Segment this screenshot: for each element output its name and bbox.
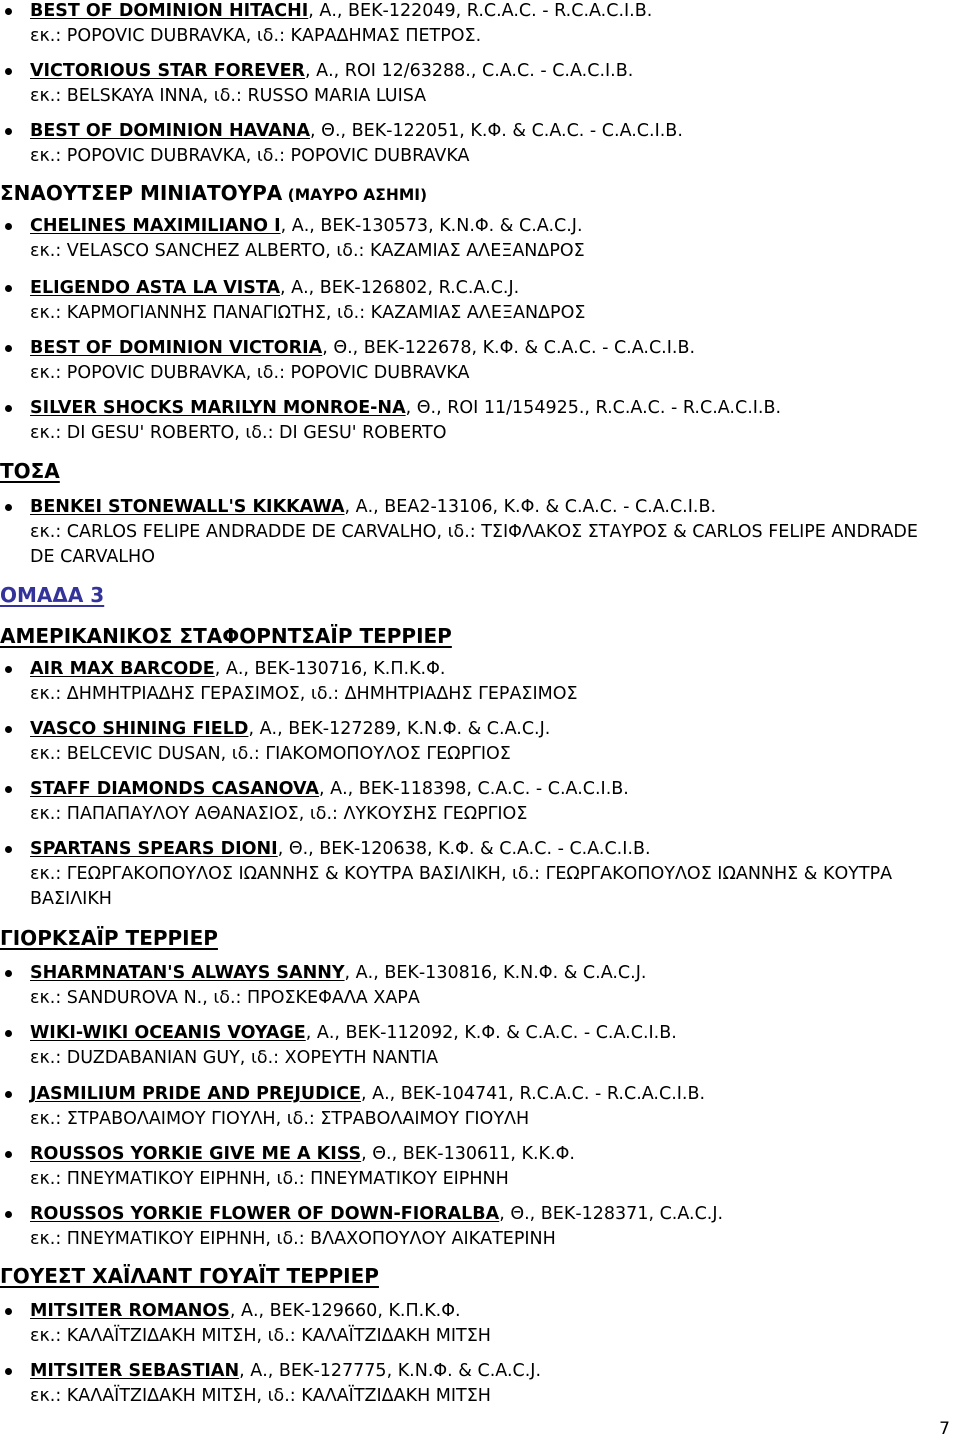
breeder-owner-line: εκ.: SANDUROVA N., ιδ.: ΠΡΟΣΚΕΦΑΛΑ ΧΑΡΑ bbox=[30, 988, 420, 1008]
dog-details: , Α., ΒΕΚ-118398, C.A.C. - C.A.C.I.B. bbox=[318, 779, 629, 799]
dog-details: , Α., ΒΕΚ-130573, Κ.Ν.Φ. & C.A.C.J. bbox=[280, 216, 583, 236]
dog-name: JASMILIUM PRIDE AND PREJUDICE bbox=[30, 1084, 361, 1104]
dog-details: , Θ., ΒΕΚ-128371, C.A.C.J. bbox=[499, 1204, 724, 1224]
dog-name: BEST OF DOMINION HAVANA bbox=[30, 121, 311, 141]
dog-details: , Α., ΒΕΑ2-13106, Κ.Φ. & C.A.C. - C.A.C.I.B. bbox=[344, 497, 717, 517]
breed-heading-text: ΣΝΑΟΥΤΣΕΡ ΜΙΝΙΑΤΟΥΡΑ bbox=[0, 181, 283, 205]
bullet-icon bbox=[5, 285, 12, 292]
breeder-owner-line: εκ.: ΚΑΡΜΟΓΙΑΝΝΗΣ ΠΑΝΑΓΙΩΤΗΣ, ιδ.: ΚΑΖΑΜΙΑΣ ΑΛΕΞΑΝΔΡΟΣ bbox=[30, 303, 586, 323]
entry-title-line bbox=[30, 0, 652, 22]
breeder-owner-line: εκ.: DUZDABANIAN GUY, ιδ.: ΧΟΡΕΥΤΗ ΝΑΝΤΙΑ bbox=[30, 1048, 439, 1068]
entry-title-line bbox=[30, 1143, 575, 1165]
breeder-owner-line: εκ.: ΚΑΛΑΪΤΖΙΔΑΚΗ ΜΙΤΣΗ, ιδ.: ΚΑΛΑΪΤΖΙΔΑΚΗ ΜΙΤΣΗ bbox=[30, 1386, 491, 1406]
dog-name: STAFF DIAMONDS CASANOVA bbox=[30, 779, 319, 799]
dog-details: , Α., ΒΕΚ-130716, Κ.Π.Κ.Φ. bbox=[214, 659, 446, 679]
entry-title-line bbox=[30, 658, 445, 680]
dog-details: , Α., ΒΕΚ-130816, Κ.Ν.Φ. & C.A.C.J. bbox=[344, 963, 647, 983]
entry-title-line bbox=[30, 120, 683, 142]
breeder-owner-line: εκ.: POPOVIC DUBRAVKA, ιδ.: POPOVIC DUBRAVKA bbox=[30, 363, 470, 383]
bullet-icon bbox=[5, 1030, 12, 1037]
entry-title-line bbox=[30, 1300, 461, 1322]
breeder-owner-line: εκ.: ΣΤΡΑΒΟΛΑΙΜΟΥ ΓΙΟΥΛΗ, ιδ.: ΣΤΡΑΒΟΛΑΙΜΟΥ ΓΙΟΥΛΗ bbox=[30, 1109, 530, 1129]
dog-name: SHARMNATAN'S ALWAYS SANNY bbox=[30, 963, 345, 983]
bullet-icon bbox=[5, 846, 12, 853]
breed-heading-variety: (ΜΑΥΡΟ ΑΣΗΜΙ) bbox=[282, 186, 428, 204]
breed-heading-text: ΓΙΟΡΚΣΑΪΡ ΤΕΡΡΙΕΡ bbox=[0, 926, 218, 950]
bullet-icon bbox=[5, 1091, 12, 1098]
dog-name: SILVER SHOCKS MARILYN MONROE-NA bbox=[30, 398, 406, 418]
dog-details: , Θ., ΒΕΚ-122678, Κ.Φ. & C.A.C. - C.A.C.I.B. bbox=[322, 338, 696, 358]
breeder-owner-line-continued: DE CARVALHO bbox=[30, 547, 155, 567]
bullet-icon bbox=[5, 1151, 12, 1158]
dog-name: VICTORIOUS STAR FOREVER bbox=[30, 61, 306, 81]
dog-details: , Α., ΒΕΚ-122049, R.C.A.C. - R.C.A.C.I.B. bbox=[308, 1, 653, 21]
entry-title-line bbox=[30, 60, 633, 82]
dog-name: BEST OF DOMINION HITACHI bbox=[30, 1, 309, 21]
dog-details: , Α., ΒΕΚ-127289, Κ.Ν.Φ. & C.A.C.J. bbox=[248, 719, 551, 739]
bullet-icon bbox=[5, 1368, 12, 1375]
breed-heading bbox=[0, 925, 218, 951]
entry-title-line bbox=[30, 1083, 705, 1105]
dog-name: SPARTANS SPEARS DIONI bbox=[30, 839, 278, 859]
bullet-icon bbox=[5, 128, 12, 135]
bullet-icon bbox=[5, 666, 12, 673]
dog-details: , Α., ΒΕΚ-126802, R.C.A.C.J. bbox=[280, 278, 520, 298]
bullet-icon bbox=[5, 223, 12, 230]
dog-details: , Α., ΒΕΚ-127775, Κ.Ν.Φ. & C.A.C.J. bbox=[239, 1361, 542, 1381]
dog-name: CHELINES MAXIMILIANO I bbox=[30, 216, 281, 236]
dog-details: , Α., ΒΕΚ-104741, R.C.A.C. - R.C.A.C.I.B. bbox=[360, 1084, 706, 1104]
bullet-icon bbox=[5, 726, 12, 733]
dog-name: ROUSSOS YORKIE FLOWER OF DOWN-FIORALBA bbox=[30, 1204, 500, 1224]
breeder-owner-line: εκ.: ΠΝΕΥΜΑΤΙΚΟΥ ΕΙΡΗΝΗ, ιδ.: ΠΝΕΥΜΑΤΙΚΟΥ ΕΙΡΗΝΗ bbox=[30, 1169, 509, 1189]
breeder-owner-line: εκ.: ΔΗΜΗΤΡΙΑΔΗΣ ΓΕΡΑΣΙΜΟΣ, ιδ.: ΔΗΜΗΤΡΙΑΔΗΣ ΓΕΡΑΣΙΜΟΣ bbox=[30, 684, 578, 704]
bullet-icon bbox=[5, 68, 12, 75]
breeder-owner-line: εκ.: POPOVIC DUBRAVKA, ιδ.: ΚΑΡΑΔΗΜΑΣ ΠΕΤΡΟΣ. bbox=[30, 26, 482, 46]
entry-title-line bbox=[30, 337, 695, 359]
breeder-owner-line: εκ.: ΠΝΕΥΜΑΤΙΚΟΥ ΕΙΡΗΝΗ, ιδ.: ΒΛΑΧΟΠΟΥΛΟΥ ΑΙΚΑΤΕΡΙΝΗ bbox=[30, 1229, 556, 1249]
bullet-icon bbox=[5, 786, 12, 793]
breed-heading bbox=[0, 623, 452, 649]
entry-title-line bbox=[30, 718, 550, 740]
dog-name: WIKI-WIKI OCEANIS VOYAGE bbox=[30, 1023, 306, 1043]
breeder-owner-line: εκ.: ΓΕΩΡΓΑΚΟΠΟΥΛΟΣ ΙΩΑΝΝΗΣ & ΚΟΥΤΡΑ ΒΑΣΙΛΙΚΗ, ιδ.: ΓΕΩΡΓΑΚΟΠΟΥΛΟΣ ΙΩΑΝΝΗΣ & ΚΟΥΤΡΑ bbox=[30, 864, 893, 884]
entry-title-line bbox=[30, 496, 716, 518]
breeder-owner-line: εκ.: ΠΑΠΑΠΑΥΛΟΥ ΑΘΑΝΑΣΙΟΣ, ιδ.: ΛΥΚΟΥΣΗΣ ΓΕΩΡΓΙΟΣ bbox=[30, 804, 528, 824]
entry-title-line bbox=[30, 778, 629, 800]
bullet-icon bbox=[5, 405, 12, 412]
dog-details: , Θ., ΒΕΚ-122051, Κ.Φ. & C.A.C. - C.A.C.I.B. bbox=[310, 121, 683, 141]
dog-name: MITSITER SEBASTIAN bbox=[30, 1361, 240, 1381]
bullet-icon bbox=[5, 345, 12, 352]
dog-details: , Α., ΒΕΚ-112092, Κ.Φ. & C.A.C. - C.A.C.I.B. bbox=[305, 1023, 677, 1043]
page-number: 7 bbox=[939, 1419, 950, 1439]
breeder-owner-line: εκ.: POPOVIC DUBRAVKA, ιδ.: POPOVIC DUBRAVKA bbox=[30, 146, 470, 166]
dog-details: , Θ., ΒΕΚ-130611, Κ.Κ.Φ. bbox=[361, 1144, 575, 1164]
dog-name: AIR MAX BARCODE bbox=[30, 659, 215, 679]
breed-heading bbox=[0, 1263, 379, 1289]
entry-title-line bbox=[30, 962, 646, 984]
breeder-owner-line: εκ.: DI GESU' ROBERTO, ιδ.: DI GESU' ROBERTO bbox=[30, 423, 447, 443]
breeder-owner-line: εκ.: BELSKAYA INNA, ιδ.: RUSSO MARIA LUISA bbox=[30, 86, 427, 106]
entry-title-line bbox=[30, 1203, 723, 1225]
entry-title-line bbox=[30, 215, 583, 237]
bullet-icon bbox=[5, 970, 12, 977]
dog-details: , Θ., ΒΕΚ-120638, Κ.Φ. & C.A.C. - C.A.C.I.B. bbox=[277, 839, 651, 859]
breeder-owner-line: εκ.: ΚΑΛΑΪΤΖΙΔΑΚΗ ΜΙΤΣΗ, ιδ.: ΚΑΛΑΪΤΖΙΔΑΚΗ ΜΙΤΣΗ bbox=[30, 1326, 491, 1346]
breed-heading bbox=[0, 458, 60, 484]
breeder-owner-line: εκ.: CARLOS FELIPE ANDRADDE DE CARVALHO, ιδ.: ΤΣΙΦΛΑΚΟΣ ΣΤΑΥΡΟΣ & CARLOS FELIPE ANDRADE bbox=[30, 522, 918, 542]
dog-details: , Α., ΒΕΚ-129660, Κ.Π.Κ.Φ. bbox=[229, 1301, 461, 1321]
dog-name: BENKEI STONEWALL'S KIKKAWA bbox=[30, 497, 345, 517]
breed-heading-text: ΤΟΣΑ bbox=[0, 459, 60, 483]
entry-title-line bbox=[30, 1360, 541, 1382]
breed-heading-text: ΑΜΕΡΙΚΑΝΙΚΟΣ ΣΤΑΦΟΡΝΤΣΑΪΡ ΤΕΡΡΙΕΡ bbox=[0, 624, 452, 648]
dog-details: , Α., ROI 12/63288., C.A.C. - C.A.C.I.B. bbox=[305, 61, 634, 81]
group-heading: ΟΜΑΔΑ 3 bbox=[0, 583, 105, 607]
entry-title-line bbox=[30, 277, 519, 299]
entry-title-line bbox=[30, 838, 651, 860]
dog-name: VASCO SHINING FIELD bbox=[30, 719, 249, 739]
bullet-icon bbox=[5, 8, 12, 15]
dog-name: BEST OF DOMINION VICTORIA bbox=[30, 338, 323, 358]
dog-name: ELIGENDO ASTA LA VISTA bbox=[30, 278, 281, 298]
breed-heading-text: ΓΟΥΕΣΤ ΧΑΪΛΑΝΤ ΓΟΥΑΪΤ ΤΕΡΡΙΕΡ bbox=[0, 1264, 379, 1288]
entry-title-line bbox=[30, 397, 781, 419]
dog-name: MITSITER ROMANOS bbox=[30, 1301, 230, 1321]
dog-details: , Θ., ROI 11/154925., R.C.A.C. - R.C.A.C.I.B. bbox=[405, 398, 782, 418]
bullet-icon bbox=[5, 1211, 12, 1218]
breeder-owner-line: εκ.: VELASCO SANCHEZ ALBERTO, ιδ.: ΚΑΖΑΜΙΑΣ ΑΛΕΞΑΝΔΡΟΣ bbox=[30, 241, 585, 261]
bullet-icon bbox=[5, 1308, 12, 1315]
breed-heading bbox=[0, 180, 427, 208]
breeder-owner-line: εκ.: BELCEVIC DUSAN, ιδ.: ΓΙΑΚΟΜΟΠΟΥΛΟΣ ΓΕΩΡΓΙΟΣ bbox=[30, 744, 511, 764]
entry-title-line bbox=[30, 1022, 677, 1044]
breeder-owner-line-continued: ΒΑΣΙΛΙΚΗ bbox=[30, 889, 112, 909]
dog-name: ROUSSOS YORKIE GIVE ME A KISS bbox=[30, 1144, 362, 1164]
bullet-icon bbox=[5, 504, 12, 511]
